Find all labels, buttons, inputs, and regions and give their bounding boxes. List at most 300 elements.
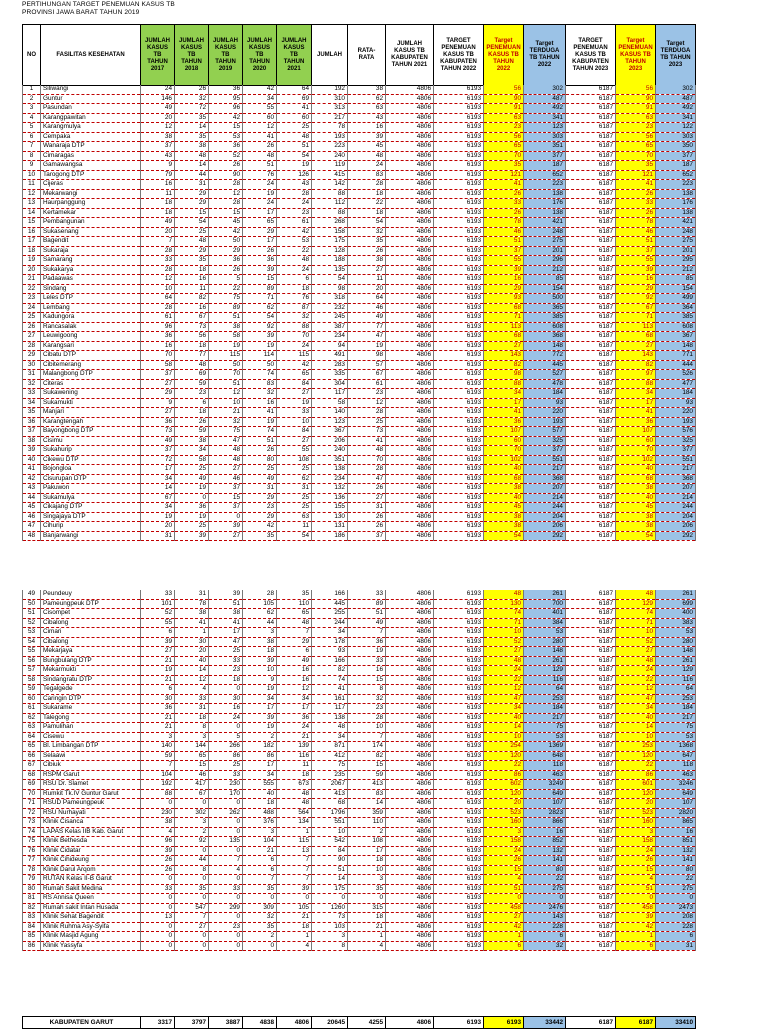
table-section-2: [22, 590, 696, 951]
table-cell: 135: [312, 265, 348, 275]
table-cell: 33: [141, 884, 175, 894]
table-cell: 6193: [434, 85, 484, 94]
table-cell: 309: [243, 903, 277, 913]
table-cell: 158: [312, 227, 348, 237]
table-cell: 90: [209, 170, 243, 180]
table-cell: 365: [524, 303, 566, 313]
table-cell: 6187: [566, 704, 616, 714]
table-cell: 76: [277, 294, 312, 304]
table-cell: 38: [616, 484, 656, 494]
table-cell: 1: [175, 628, 209, 638]
table-cell: 10: [616, 628, 656, 638]
table-cell: 45: [484, 503, 524, 513]
table-cell: 248: [656, 227, 696, 237]
table-cell: 261: [656, 656, 696, 666]
table-cell: 62: [277, 474, 312, 484]
table-cell: 4806: [386, 170, 434, 180]
table-cell: 22: [23, 284, 41, 294]
table-cell: 23: [175, 389, 209, 399]
table-cell: 78: [484, 218, 524, 228]
table-cell: 57: [348, 360, 386, 370]
table-cell: 39: [141, 637, 175, 647]
table-cell: 275: [524, 237, 566, 247]
table-cell: 6193: [434, 742, 484, 752]
table-cell: 31: [141, 531, 175, 541]
table-cell: 1: [23, 85, 41, 94]
table-row: [23, 789, 696, 799]
table-cell: 63: [277, 512, 312, 522]
table-cell: 4806: [386, 856, 434, 866]
table-cell: 6187: [566, 742, 616, 752]
table-cell: 32: [277, 313, 312, 323]
table-cell: 648: [524, 751, 566, 761]
table-cell: 27: [484, 341, 524, 351]
table-cell: 139: [277, 742, 312, 752]
table-cell: 5: [209, 732, 243, 742]
table-cell: 26: [23, 322, 41, 332]
table-cell: Rumkit Tk.IV Guntur Garut: [41, 789, 141, 799]
table-cell: 69: [175, 370, 209, 380]
table-cell: 17: [23, 237, 41, 247]
table-cell: 6187: [566, 770, 616, 780]
table-cell: 6193: [434, 723, 484, 733]
table-cell: Sukawening: [41, 389, 141, 399]
table-cell: 41: [209, 618, 243, 628]
table-cell: 36: [209, 256, 243, 266]
table-cell: 4806: [386, 284, 434, 294]
table-cell: 46: [209, 474, 243, 484]
table-cell: 58: [141, 360, 175, 370]
table-row: [23, 484, 696, 494]
table-cell: 28: [348, 408, 386, 418]
table-cell: 40: [616, 713, 656, 723]
table-cell: 0: [175, 894, 209, 904]
table-cell: 299: [209, 903, 243, 913]
table-cell: 6187: [566, 846, 616, 856]
table-cell: 38: [484, 522, 524, 532]
table-cell: 51: [312, 865, 348, 875]
table-cell: 36: [175, 503, 209, 513]
table-cell: 41: [616, 180, 656, 190]
column-header: Target PENEMUAN KASUS TB TAHUN 2022: [484, 25, 524, 86]
table-cell: 65: [484, 142, 524, 152]
table-cell: 12: [484, 685, 524, 695]
table-cell: 39: [616, 913, 656, 923]
table-cell: 43: [141, 151, 175, 161]
table-cell: 138: [656, 189, 696, 199]
table-cell: 78: [312, 123, 348, 133]
table-cell: 54: [348, 218, 386, 228]
table-cell: 6187: [566, 827, 616, 837]
table-cell: 29: [175, 199, 209, 209]
table-cell: 29: [277, 637, 312, 647]
table-cell: 27: [141, 408, 175, 418]
table-cell: 6187: [566, 142, 616, 152]
table-cell: 51: [209, 379, 243, 389]
table-cell: 136: [312, 493, 348, 503]
table-cell: 23: [348, 704, 386, 714]
table-cell: 445: [312, 599, 348, 609]
table-cell: 15: [616, 865, 656, 875]
table-cell: 28: [23, 341, 41, 351]
table-cell: Cijeras: [41, 180, 141, 190]
table-cell: 4806: [386, 474, 434, 484]
table-cell: 26: [484, 189, 524, 199]
table-cell: 88: [312, 189, 348, 199]
table-cell: 18: [348, 913, 386, 923]
table-cell: 6193: [434, 246, 484, 256]
table-row: [23, 618, 696, 628]
column-header: JUMLAH KASUS TB TAHUN 2017: [141, 25, 175, 86]
table-cell: 18: [243, 647, 277, 657]
table-cell: 6193: [434, 609, 484, 619]
table-row: [23, 799, 696, 809]
table-cell: 6193: [434, 484, 484, 494]
table-cell: 602: [484, 780, 524, 790]
table-cell: 51: [243, 436, 277, 446]
table-cell: 38: [175, 609, 209, 619]
table-cell: 154: [524, 284, 566, 294]
table-row: [23, 417, 696, 427]
table-cell: 77: [23, 856, 41, 866]
table-cell: 58: [175, 455, 209, 465]
table-cell: 383: [656, 618, 696, 628]
table-cell: 22: [348, 199, 386, 209]
table-cell: 22: [209, 284, 243, 294]
table-cell: 114: [243, 351, 277, 361]
table-cell: 6193: [434, 332, 484, 342]
table-cell: 4806: [386, 913, 434, 923]
table-cell: 19: [23, 256, 41, 266]
table-cell: 17: [209, 628, 243, 638]
table-cell: 4806: [386, 637, 434, 647]
table-cell: 6187: [566, 436, 616, 446]
table-cell: 51: [484, 237, 524, 247]
table-cell: 61: [277, 218, 312, 228]
table-cell: 20: [23, 265, 41, 275]
table-cell: 42: [277, 360, 312, 370]
table-cell: 0: [209, 875, 243, 885]
table-cell: 1: [277, 827, 312, 837]
table-row: [23, 284, 696, 294]
table-cell: 4806: [386, 303, 434, 313]
table-cell: 6193: [434, 132, 484, 142]
table-row: [23, 208, 696, 218]
table-cell: 42: [243, 522, 277, 532]
table-cell: Sukahurip: [41, 446, 141, 456]
table-cell: 2: [348, 827, 386, 837]
table-cell: 0: [656, 894, 696, 904]
table-cell: 6193: [434, 417, 484, 427]
table-cell: 6187: [566, 370, 616, 380]
table-cell: 9: [23, 161, 41, 171]
table-cell: 19: [141, 512, 175, 522]
table-cell: 82: [348, 751, 386, 761]
table-cell: 24: [277, 199, 312, 209]
table-cell: RS Annisa Queen: [41, 894, 141, 904]
table-cell: 2473: [656, 903, 696, 913]
table-cell: 8: [175, 723, 209, 733]
table-cell: 6193: [434, 932, 484, 942]
table-cell: 19: [277, 398, 312, 408]
table-cell: 63: [484, 113, 524, 123]
table-cell: 6187: [566, 123, 616, 133]
table-cell: 53: [23, 628, 41, 638]
table-cell: 66: [23, 751, 41, 761]
table-cell: 6: [616, 941, 656, 951]
table-cell: 84: [23, 922, 41, 932]
table-cell: 90: [312, 856, 348, 866]
table-cell: 37: [23, 427, 41, 437]
table-cell: 377: [656, 151, 696, 161]
table-cell: 6193: [434, 884, 484, 894]
table-cell: 26: [175, 85, 209, 94]
table-cell: 6187: [566, 379, 616, 389]
table-cell: 48: [348, 151, 386, 161]
table-cell: 2: [23, 94, 41, 104]
table-cell: 68: [484, 332, 524, 342]
table-cell: 412: [312, 751, 348, 761]
table-cell: 201: [524, 246, 566, 256]
table-cell: 10: [348, 865, 386, 875]
table-cell: 6187: [566, 799, 616, 809]
table-cell: 56: [484, 85, 524, 94]
table-cell: 4806: [386, 113, 434, 123]
table-cell: 36: [277, 713, 312, 723]
table-cell: 4: [616, 875, 656, 885]
table-cell: 38: [23, 436, 41, 446]
column-header: TARGET PENEMUAN KASUS TB KABUPATEN TAHUN 2022: [434, 25, 484, 86]
table-cell: 0: [175, 799, 209, 809]
table-cell: 4806: [386, 903, 434, 913]
table-cell: 143: [484, 351, 524, 361]
table-cell: 564: [277, 808, 312, 818]
table-cell: 118: [656, 761, 696, 771]
table-cell: 92: [175, 837, 209, 847]
table-cell: 254: [484, 742, 524, 752]
table-cell: 32: [348, 694, 386, 704]
table-cell: Tegalgede: [41, 685, 141, 695]
table-cell: 3: [141, 732, 175, 742]
table-cell: 82: [23, 903, 41, 913]
table-cell: 6187: [566, 599, 616, 609]
table-cell: 36: [141, 704, 175, 714]
table-cell: 0: [312, 894, 348, 904]
table-cell: 193: [312, 132, 348, 142]
table-row: [23, 666, 696, 676]
table-cell: 56: [23, 656, 41, 666]
table-cell: 6193: [434, 799, 484, 809]
table-cell: 39: [277, 884, 312, 894]
table-cell: 280: [656, 637, 696, 647]
table-cell: Cimari: [41, 628, 141, 638]
table-cell: 492: [524, 104, 566, 114]
table-cell: 59: [23, 685, 41, 695]
table-cell: 15: [23, 218, 41, 228]
table-cell: 851: [656, 837, 696, 847]
table-cell: 14: [348, 799, 386, 809]
table-cell: 25: [277, 493, 312, 503]
table-cell: 6193: [434, 284, 484, 294]
table-cell: 6193: [434, 180, 484, 190]
table-cell: 206: [312, 436, 348, 446]
table-cell: 0: [209, 723, 243, 733]
table-cell: 4806: [386, 512, 434, 522]
table-cell: 26: [209, 161, 243, 171]
table-cell: 23: [23, 294, 41, 304]
table-cell: 0: [209, 512, 243, 522]
table-cell: 37: [616, 246, 656, 256]
total-cell: 3797: [175, 1017, 209, 1029]
table-cell: 44: [175, 856, 209, 866]
table-cell: 261: [524, 656, 566, 666]
table-cell: 4806: [386, 265, 434, 275]
table-cell: 27: [484, 913, 524, 923]
table-cell: 6193: [434, 227, 484, 237]
table-cell: 4806: [386, 256, 434, 266]
table-cell: 16: [656, 827, 696, 837]
table-row: [23, 685, 696, 695]
table-cell: 53: [656, 628, 696, 638]
table-cell: 38: [348, 85, 386, 94]
table-cell: 20: [616, 799, 656, 809]
table-cell: Klinik Darul Arqom: [41, 865, 141, 875]
table-cell: 6193: [434, 322, 484, 332]
table-cell: 23: [277, 208, 312, 218]
table-cell: 35: [23, 408, 41, 418]
table-cell: 6187: [566, 875, 616, 885]
table-cell: 385: [656, 313, 696, 323]
table-cell: 120: [484, 789, 524, 799]
table-cell: 59: [141, 751, 175, 761]
table-cell: 13: [23, 199, 41, 209]
table-cell: 359: [348, 808, 386, 818]
table-cell: 40: [484, 713, 524, 723]
title-line-1: PERTIHUNGAN TARGET PENEMUAN KASUS TB: [22, 1, 175, 8]
table-cell: 62: [243, 609, 277, 619]
table-cell: 51: [484, 884, 524, 894]
table-cell: 8: [23, 151, 41, 161]
table-cell: 6187: [566, 789, 616, 799]
table-cell: 107: [616, 427, 656, 437]
table-cell: 52: [616, 637, 656, 647]
table-cell: 48: [484, 590, 524, 599]
table-cell: 351: [524, 142, 566, 152]
table-cell: 367: [312, 427, 348, 437]
table-row: [23, 265, 696, 275]
table-cell: Cikajang DTP: [41, 503, 141, 513]
table-cell: Cihurip: [41, 522, 141, 532]
table-cell: 458: [616, 903, 656, 913]
table-cell: 6193: [434, 808, 484, 818]
table-cell: 4806: [386, 341, 434, 351]
table-cell: 120: [484, 751, 524, 761]
table-cell: 44: [243, 618, 277, 628]
table-section-1: [22, 85, 696, 541]
table-cell: 49: [348, 313, 386, 323]
table-cell: Citeras: [41, 379, 141, 389]
table-cell: 39: [209, 522, 243, 532]
table-cell: 65: [175, 751, 209, 761]
table-cell: 295: [656, 256, 696, 266]
table-cell: 303: [656, 132, 696, 142]
table-cell: 3: [175, 732, 209, 742]
table-cell: 115: [277, 351, 312, 361]
table-cell: 10: [209, 398, 243, 408]
table-cell: 21: [243, 846, 277, 856]
table-cell: 275: [656, 884, 696, 894]
table-cell: 401: [524, 609, 566, 619]
table-cell: 31: [348, 503, 386, 513]
table-cell: 41: [348, 436, 386, 446]
table-cell: 266: [209, 742, 243, 752]
table-cell: 19: [209, 341, 243, 351]
table-cell: 18: [23, 246, 41, 256]
table-cell: 4806: [386, 294, 434, 304]
table-cell: 4806: [386, 360, 434, 370]
table-cell: 19: [243, 417, 277, 427]
table-cell: 115: [277, 837, 312, 847]
table-cell: 46: [616, 227, 656, 237]
table-cell: 6193: [434, 189, 484, 199]
table-cell: 26: [175, 417, 209, 427]
table-cell: 3: [484, 827, 524, 837]
table-cell: 39: [484, 265, 524, 275]
table-cell: 25: [277, 503, 312, 513]
table-cell: 551: [656, 455, 696, 465]
table-cell: 20: [141, 522, 175, 532]
table-row: [23, 742, 696, 752]
table-cell: 48: [23, 531, 41, 541]
table-cell: 132: [312, 484, 348, 494]
table-cell: 96: [209, 104, 243, 114]
table-cell: 608: [656, 322, 696, 332]
table-row: [23, 808, 696, 818]
table-cell: 50: [23, 599, 41, 609]
table-cell: 6193: [434, 732, 484, 742]
table-cell: 547: [175, 903, 209, 913]
table-cell: 135: [209, 837, 243, 847]
table-cell: 6187: [566, 265, 616, 275]
table-cell: 6: [656, 932, 696, 942]
table-row: [23, 941, 696, 951]
total-cell: 4806: [277, 1017, 312, 1029]
table-cell: 16: [277, 675, 312, 685]
table-cell: 6193: [434, 379, 484, 389]
table-row: [23, 493, 696, 503]
table-cell: 0: [209, 932, 243, 942]
table-row: [23, 379, 696, 389]
table-cell: 6193: [434, 351, 484, 361]
table-cell: 98: [312, 284, 348, 294]
table-cell: 26: [484, 856, 524, 866]
table-cell: Pamulihan: [41, 723, 141, 733]
table-cell: 310: [312, 94, 348, 104]
table-cell: 4806: [386, 723, 434, 733]
table-cell: Cisewu: [41, 732, 141, 742]
table-cell: 15: [348, 761, 386, 771]
table-cell: 16: [175, 303, 209, 313]
table-cell: 6187: [566, 104, 616, 114]
table-cell: 38: [209, 609, 243, 619]
table-cell: 649: [656, 789, 696, 799]
table-cell: 96: [141, 837, 175, 847]
table-cell: 4806: [386, 94, 434, 104]
table-cell: Singajaya DTP: [41, 512, 141, 522]
table-cell: 652: [524, 170, 566, 180]
table-cell: 415: [312, 170, 348, 180]
table-cell: 46: [23, 512, 41, 522]
